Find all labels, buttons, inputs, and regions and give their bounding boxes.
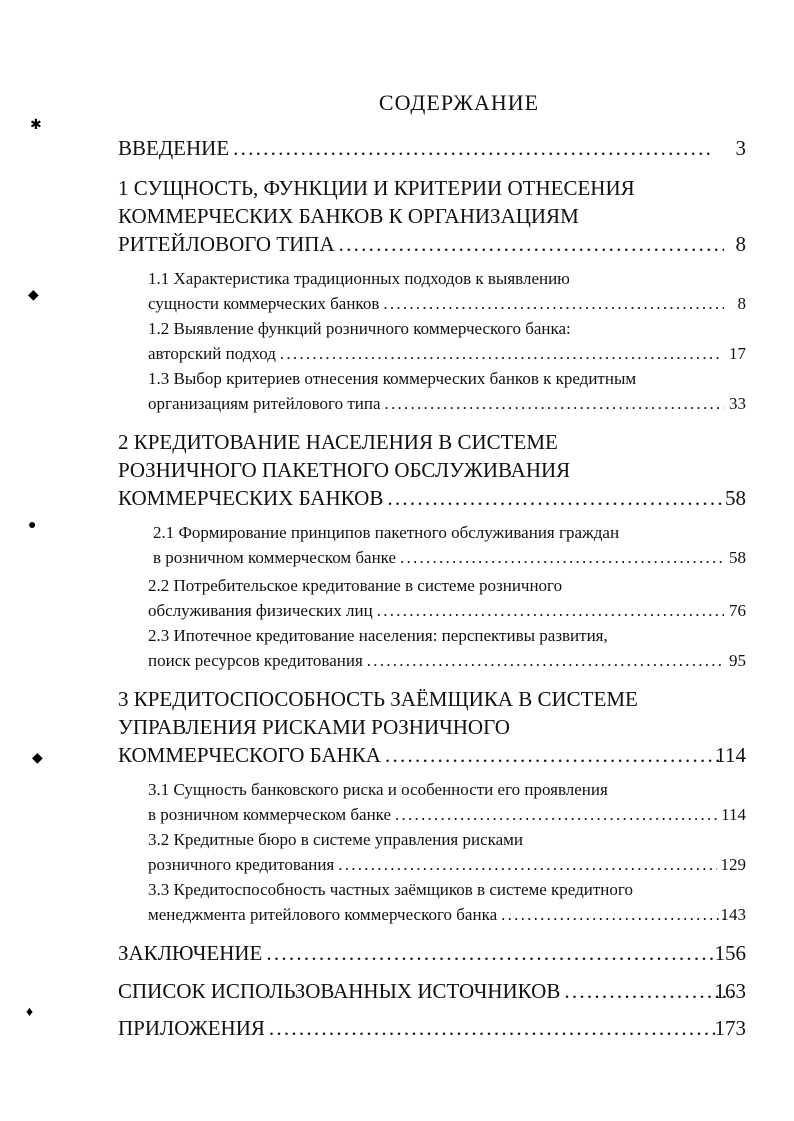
toc-page-number: 8 xyxy=(737,294,746,313)
toc-entry-label: ПРИЛОЖЕНИЯ xyxy=(118,1016,265,1040)
toc-entry-section-3-2 xyxy=(148,827,746,877)
toc-entry-label: организациям ритейлового типа xyxy=(148,394,381,413)
dot-leader xyxy=(387,484,726,512)
toc-page-number: 58 xyxy=(729,548,746,567)
toc-page-number: 114 xyxy=(715,743,746,767)
dot-leader xyxy=(501,902,727,927)
toc-entry-label: сущности коммерческих банков xyxy=(148,294,380,313)
toc-entry-label: 3.1 Сущность банковского риска и особенности его проявления xyxy=(148,780,608,799)
toc-entry-section-1-1 xyxy=(148,266,746,316)
dot-leader xyxy=(377,598,724,623)
toc-entry-label: КОММЕРЧЕСКИХ БАНКОВ К ОРГАНИЗАЦИЯМ xyxy=(118,204,579,228)
toc-entry-label: поиск ресурсов кредитования xyxy=(148,651,363,670)
toc-entry-section-3-3 xyxy=(148,877,746,927)
toc-entry-label: КОММЕРЧЕСКОГО БАНКА xyxy=(118,743,381,767)
toc-entry-label: обслуживания физических лиц xyxy=(148,601,373,620)
toc-page-number: 17 xyxy=(729,344,746,363)
toc-entry-label: 1.1 Характеристика традиционных подходов к выявлению xyxy=(148,269,570,288)
toc-entry-label: менеджмента ритейлового коммерческого банка xyxy=(148,905,498,924)
toc-page-number: 156 xyxy=(714,941,746,965)
dot-leader xyxy=(564,977,732,1005)
toc-entry-label: 3 КРЕДИТОСПОСОБНОСТЬ ЗАЁМЩИКА В СИСТЕМЕ xyxy=(118,687,638,711)
toc-page-number: 33 xyxy=(729,394,746,413)
toc-entry-label: 3.2 Кредитные бюро в системе управления рисками xyxy=(148,830,524,849)
toc-page-number: 143 xyxy=(720,905,746,924)
toc-entry-chapter-2 xyxy=(118,428,746,512)
toc-entry-label: 3.3 Кредитоспособность частных заёмщиков в системе кредитного xyxy=(148,880,633,899)
dot-leader xyxy=(280,341,719,366)
toc-entry-appendix xyxy=(118,1014,746,1042)
dot-leader xyxy=(339,230,725,258)
toc-page-number: 8 xyxy=(735,232,746,256)
toc-entry-section-1-2 xyxy=(148,316,746,366)
dot-leader xyxy=(385,391,725,416)
toc-entry-section-3-1 xyxy=(148,777,746,827)
page-title-text: СОДЕРЖАНИЕ xyxy=(378,90,540,115)
toc-entry-conclusion xyxy=(118,939,746,967)
scan-artifact-mark: ✱ xyxy=(30,118,42,133)
scan-artifact-mark: ♦ xyxy=(26,1005,34,1020)
dot-leader xyxy=(338,852,717,877)
toc-entry-label: 2.2 Потребительское кредитование в системе розничного xyxy=(148,576,563,595)
toc-entry-label: розничного кредитования xyxy=(148,855,335,874)
toc-entry-label: РИТЕЙЛОВОГО ТИПА xyxy=(118,232,335,256)
dot-leader xyxy=(233,134,714,162)
toc-page-number: 3 xyxy=(735,136,746,160)
dot-leader xyxy=(400,545,725,570)
toc-entry-label: авторский подход xyxy=(148,344,276,363)
toc-page-number: 173 xyxy=(714,1016,746,1040)
toc-entry-label: РОЗНИЧНОГО ПАКЕТНОГО ОБСЛУЖИВАНИЯ xyxy=(118,458,571,482)
toc-page-number: 163 xyxy=(714,979,746,1003)
toc-entry-label: в розничном коммерческом банке xyxy=(153,548,397,567)
toc-entry-label: 1.3 Выбор критериев отнесения коммерческих банков к кредитным xyxy=(148,369,637,388)
toc-entry-label: СПИСОК ИСПОЛЬЗОВАННЫХ ИСТОЧНИКОВ xyxy=(118,979,561,1003)
toc-page-number: 58 xyxy=(725,486,746,510)
toc-entry-label: 2 КРЕДИТОВАНИЕ НАСЕЛЕНИЯ В СИСТЕМЕ xyxy=(118,430,558,454)
page-title xyxy=(62,90,794,116)
toc-entry-label: ЗАКЛЮЧЕНИЕ xyxy=(118,941,263,965)
toc-entry-intro xyxy=(118,134,746,162)
toc-page-number: 76 xyxy=(729,601,746,620)
toc-entry-section-1-3 xyxy=(148,366,746,416)
scan-artifact-mark: ◆ xyxy=(32,751,43,766)
toc-page-number: 129 xyxy=(720,855,746,874)
dot-leader xyxy=(383,291,724,316)
toc-entry-sources xyxy=(118,977,746,1005)
toc-entry-label: ВВЕДЕНИЕ xyxy=(118,136,230,160)
toc-entry-section-2-2 xyxy=(148,573,746,623)
toc-page-number: 114 xyxy=(721,805,746,824)
toc-entry-label: УПРАВЛЕНИЯ РИСКАМИ РОЗНИЧНОГО xyxy=(118,715,510,739)
dot-leader xyxy=(395,802,720,827)
toc-entry-chapter-1 xyxy=(118,174,746,258)
toc-entry-label: КОММЕРЧЕСКИХ БАНКОВ xyxy=(118,486,384,510)
toc-entry-chapter-3 xyxy=(118,685,746,769)
toc-entry-section-2-1 xyxy=(153,520,746,570)
dot-leader xyxy=(269,1014,717,1042)
dot-leader xyxy=(385,741,723,769)
dot-leader xyxy=(266,939,716,967)
toc-entry-label: 1 СУЩНОСТЬ, ФУНКЦИИ И КРИТЕРИИ ОТНЕСЕНИЯ xyxy=(118,176,635,200)
toc-entry-label: 2.1 Формирование принципов пакетного обслуживания граждан xyxy=(153,523,620,542)
toc-entry-label: 1.2 Выявление функций розничного коммерческого банка: xyxy=(148,319,571,338)
scan-artifact-mark: ● xyxy=(28,518,37,533)
toc-entry-label: 2.3 Ипотечное кредитование населения: перспективы развития, xyxy=(148,626,608,645)
toc-entry-label: в розничном коммерческом банке xyxy=(148,805,392,824)
toc-entry-section-2-3 xyxy=(148,623,746,673)
toc-page-number: 95 xyxy=(729,651,746,670)
scan-artifact-mark: ◆ xyxy=(28,288,39,303)
dot-leader xyxy=(367,648,723,673)
